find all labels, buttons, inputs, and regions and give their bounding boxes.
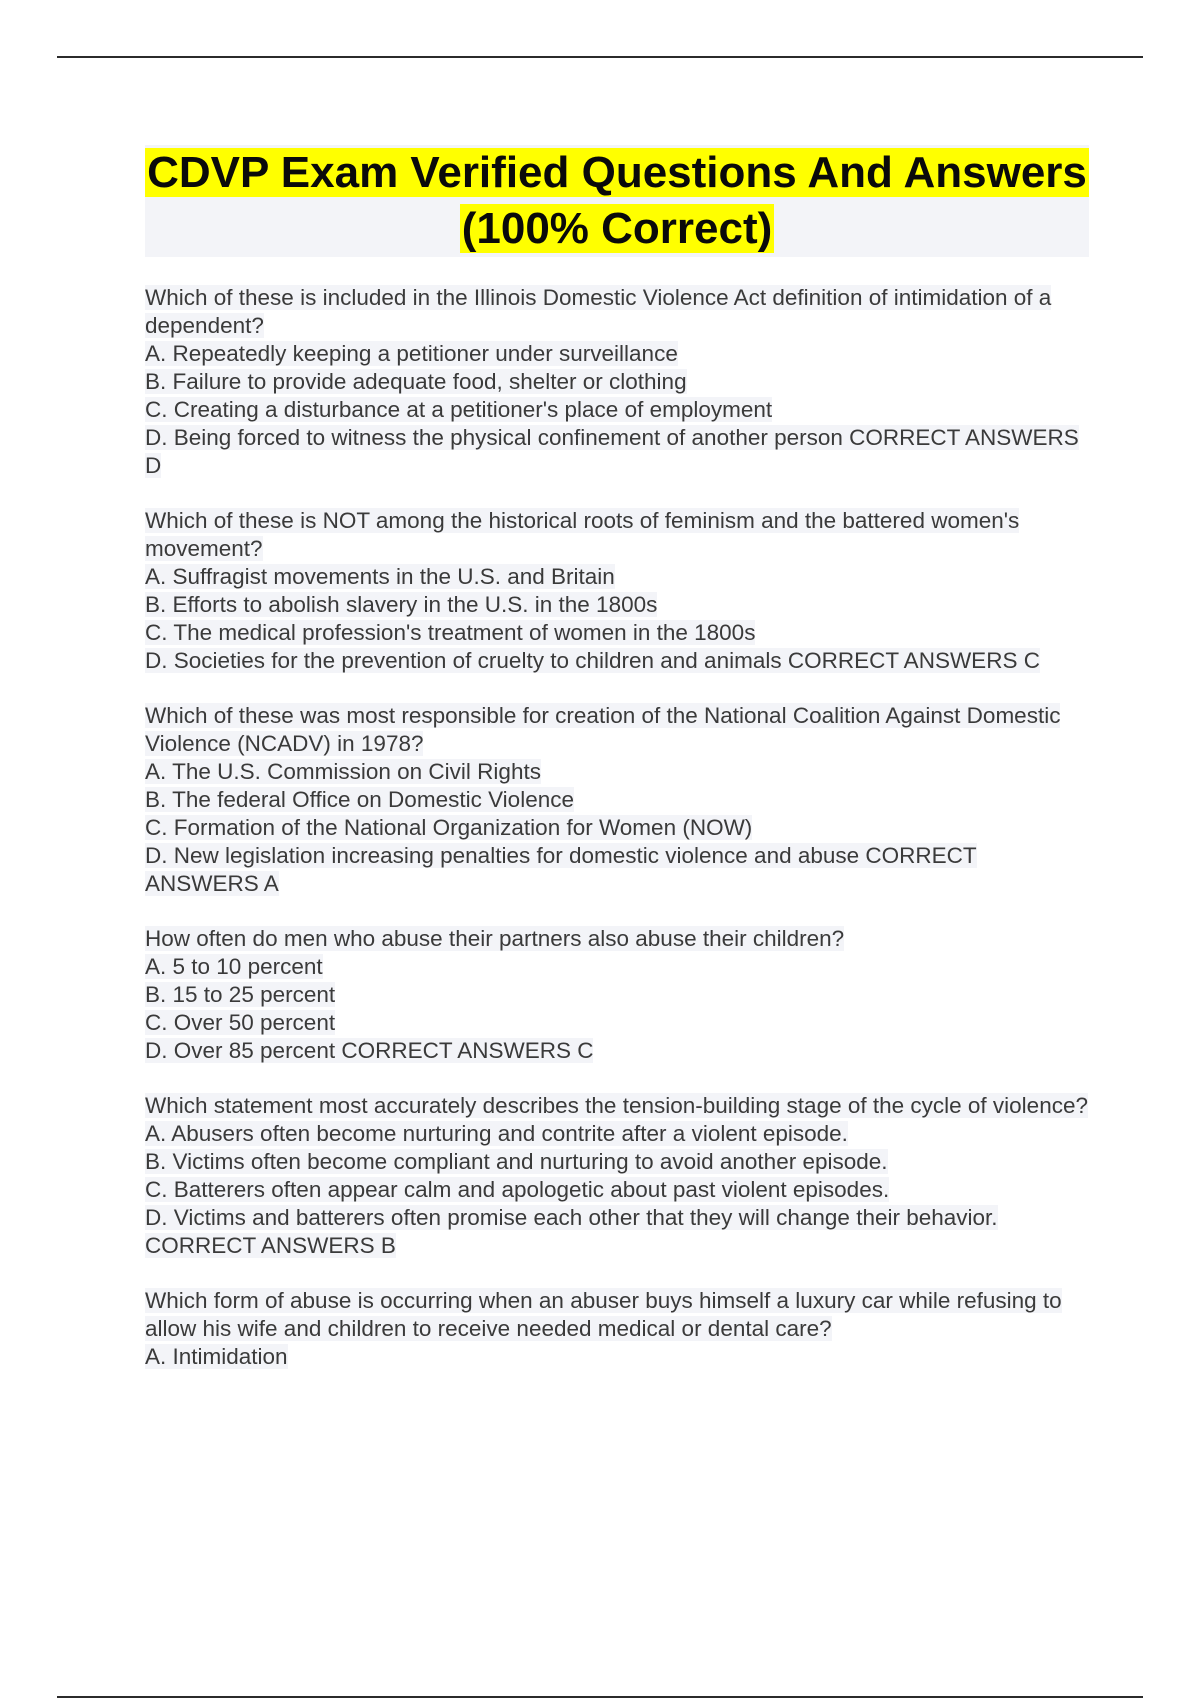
answer-option: C. The medical profession's treatment of women in the 1800s — [145, 620, 756, 645]
answer-option: C. Over 50 percent — [145, 1010, 336, 1035]
answer-option: B. The federal Office on Domestic Violence — [145, 787, 574, 812]
question-block — [145, 702, 1089, 898]
answer-option: C. Batterers often appear calm and apologetic about past violent episodes. — [145, 1177, 890, 1202]
answer-option: D. Over 85 percent CORRECT ANSWERS C — [145, 1038, 594, 1063]
question-text: Which form of abuse is occurring when an abuser buys himself a luxury car while refusing to allow his wife and children to receive needed medical or dental care? — [145, 1288, 1062, 1341]
answer-option: A. Abusers often become nurturing and contrite after a violent episode. — [145, 1121, 848, 1146]
question-block — [145, 925, 1089, 1065]
answer-option: C. Creating a disturbance at a petitioner's place of employment — [145, 397, 773, 422]
answer-option: B. Efforts to abolish slavery in the U.S. in the 1800s — [145, 592, 658, 617]
questions-list — [145, 284, 1089, 1398]
answer-option: A. 5 to 10 percent — [145, 954, 323, 979]
question-text: Which of these is included in the Illinois Domestic Violence Act definition of intimidation of a dependent? — [145, 285, 1052, 338]
question-block — [145, 1092, 1089, 1260]
bottom-rule — [57, 1696, 1143, 1698]
question-text: Which of these is NOT among the historical roots of feminism and the battered women's movement? — [145, 508, 1020, 561]
answer-option: B. Victims often become compliant and nurturing to avoid another episode. — [145, 1149, 888, 1174]
answer-option: D. Societies for the prevention of cruelty to children and animals CORRECT ANSWERS C — [145, 648, 1040, 673]
top-rule — [57, 56, 1143, 58]
answer-option: A. The U.S. Commission on Civil Rights — [145, 759, 541, 784]
answer-option: A. Intimidation — [145, 1344, 288, 1369]
answer-option: C. Formation of the National Organization for Women (NOW) — [145, 815, 753, 840]
question-block — [145, 284, 1089, 480]
question-block — [145, 1287, 1089, 1371]
title-block — [145, 145, 1089, 257]
answer-option: A. Repeatedly keeping a petitioner under surveillance — [145, 341, 678, 366]
answer-option: B. Failure to provide adequate food, shelter or clothing — [145, 369, 687, 394]
answer-option: D. Victims and batterers often promise each other that they will change their behavior. CORRECT ANSWERS B — [145, 1205, 998, 1258]
page-title: CDVP Exam Verified Questions And Answers (100% Correct) — [147, 148, 1087, 253]
question-text: Which of these was most responsible for creation of the National Coalition Against Domestic Violence (NCADV) in 1978? — [145, 703, 1061, 756]
question-text: How often do men who abuse their partners also abuse their children? — [145, 926, 845, 951]
question-text: Which statement most accurately describes the tension-building stage of the cycle of violence? — [145, 1093, 1088, 1118]
answer-option: D. Being forced to witness the physical confinement of another person CORRECT ANSWERS D — [145, 425, 1079, 478]
question-block — [145, 507, 1089, 675]
answer-option: B. 15 to 25 percent — [145, 982, 336, 1007]
answer-option: D. New legislation increasing penalties for domestic violence and abuse CORRECT ANSWERS A — [145, 843, 977, 896]
answer-option: A. Suffragist movements in the U.S. and Britain — [145, 564, 615, 589]
